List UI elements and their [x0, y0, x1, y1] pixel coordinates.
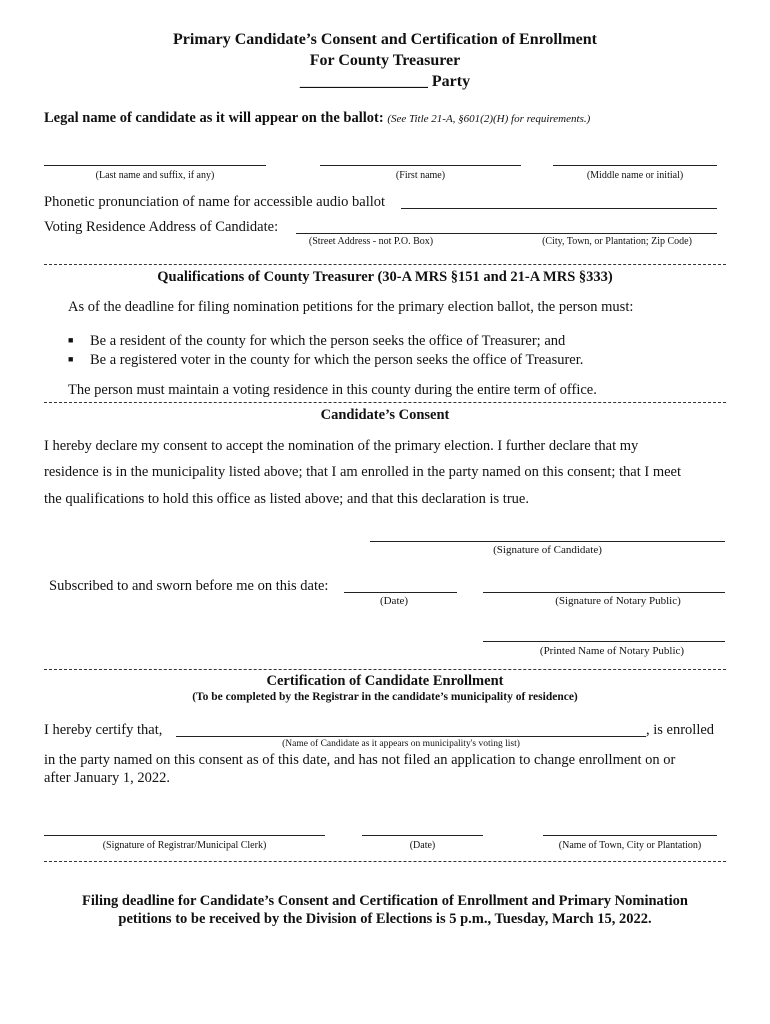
consent-text-line: I hereby declare my consent to accept the nomination of the primary election. I further declare that my [44, 438, 639, 454]
consent-text-line: the qualifications to hold this office as listed above; and that this declaration is true. [44, 491, 529, 507]
residence-label: Voting Residence Address of Candidate: [44, 219, 279, 235]
filing-deadline-line: petitions to be received by the Division of Elections is 5 p.m., Tuesday, March 15, 2022. [118, 911, 652, 927]
street-caption: (Street Address - not P.O. Box) [308, 236, 434, 247]
notary-signature-field[interactable] [483, 592, 725, 593]
sworn-date-field[interactable] [344, 592, 457, 593]
certification-date-field[interactable] [362, 835, 483, 836]
section-divider [44, 402, 726, 403]
certify-prefix: I hereby certify that, [44, 722, 163, 738]
notary-signature-caption: (Signature of Notary Public) [555, 595, 681, 607]
legal-name-note: (See Title 21-A, §601(2)(H) for requirements.) [387, 113, 591, 125]
registrar-signature-field[interactable] [44, 835, 325, 836]
certification-heading: Certification of Candidate Enrollment [266, 673, 504, 689]
residence-field[interactable] [296, 233, 717, 234]
candidate-signature-field[interactable] [370, 541, 725, 542]
certify-suffix: , is enrolled [646, 722, 715, 738]
first-name-caption: (First name) [395, 170, 446, 181]
form-title: Primary Candidate’s Consent and Certification of Enrollment [173, 31, 597, 48]
middle-name-field[interactable] [553, 165, 717, 166]
bullet-icon: ■ [68, 335, 74, 345]
sworn-date-caption: (Date) [379, 595, 409, 607]
registrar-signature-caption: (Signature of Registrar/Municipal Clerk) [102, 840, 267, 851]
candidate-name-caption: (Name of Candidate as it appears on municipality's voting list) [282, 739, 520, 749]
bullet-icon: ■ [68, 354, 74, 364]
middle-name-caption: (Middle name or initial) [586, 170, 684, 181]
candidate-name-field[interactable] [176, 736, 646, 737]
certification-date-caption: (Date) [409, 840, 436, 851]
notary-name-field[interactable] [483, 641, 725, 642]
town-name-caption: (Name of Town, City or Plantation) [558, 840, 702, 851]
section-divider [44, 861, 726, 862]
notary-name-caption: (Printed Name of Notary Public) [539, 645, 685, 657]
certification-text-line: after January 1, 2022. [44, 770, 171, 786]
qualifications-heading: Qualifications of County Treasurer (30-A MRS §151 and 21-A MRS §333) [157, 269, 613, 285]
qualifications-intro: As of the deadline for filing nomination petitions for the primary election ballot, the person must: [68, 299, 634, 315]
filing-deadline-line: Filing deadline for Candidate’s Consent and Certification of Enrollment and Primary Nomination [82, 893, 688, 909]
first-name-field[interactable] [320, 165, 521, 166]
phonetic-field[interactable] [401, 208, 717, 209]
qualifications-closing: The person must maintain a voting residence in this county during the entire term of office. [68, 382, 597, 398]
city-caption: (City, Town, or Plantation; Zip Code) [542, 236, 692, 247]
phonetic-label: Phonetic pronunciation of name for accessible audio ballot [44, 194, 386, 210]
legal-name-label: Legal name of candidate as it will appear on the ballot: [44, 110, 384, 126]
last-name-field[interactable] [44, 165, 266, 166]
certification-subheading: (To be completed by the Registrar in the candidate’s municipality of residence) [192, 691, 578, 703]
section-divider [44, 264, 726, 265]
sworn-label: Subscribed to and sworn before me on this date: [49, 578, 329, 594]
qualification-bullet: ■ Be a resident of the county for which the person seeks the office of Treasurer; and [68, 333, 566, 349]
section-divider [44, 669, 726, 670]
consent-text-line: residence is in the municipality listed above; that I am enrolled in the party named on this consent; that I meet [44, 464, 682, 480]
party-line: ________________ Party [299, 73, 471, 90]
form-subtitle: For County Treasurer [309, 52, 461, 69]
candidate-signature-caption: (Signature of Candidate) [493, 544, 602, 556]
qualification-bullet: ■ Be a registered voter in the county for which the person seeks the office of Treasurer. [68, 352, 584, 368]
town-name-field[interactable] [543, 835, 717, 836]
certification-text-line: in the party named on this consent as of this date, and has not filed an application to change enrollment on or [44, 752, 676, 768]
last-name-caption: (Last name and suffix, if any) [95, 170, 215, 181]
consent-heading: Candidate’s Consent [320, 407, 450, 423]
legal-name-row [44, 110, 590, 127]
